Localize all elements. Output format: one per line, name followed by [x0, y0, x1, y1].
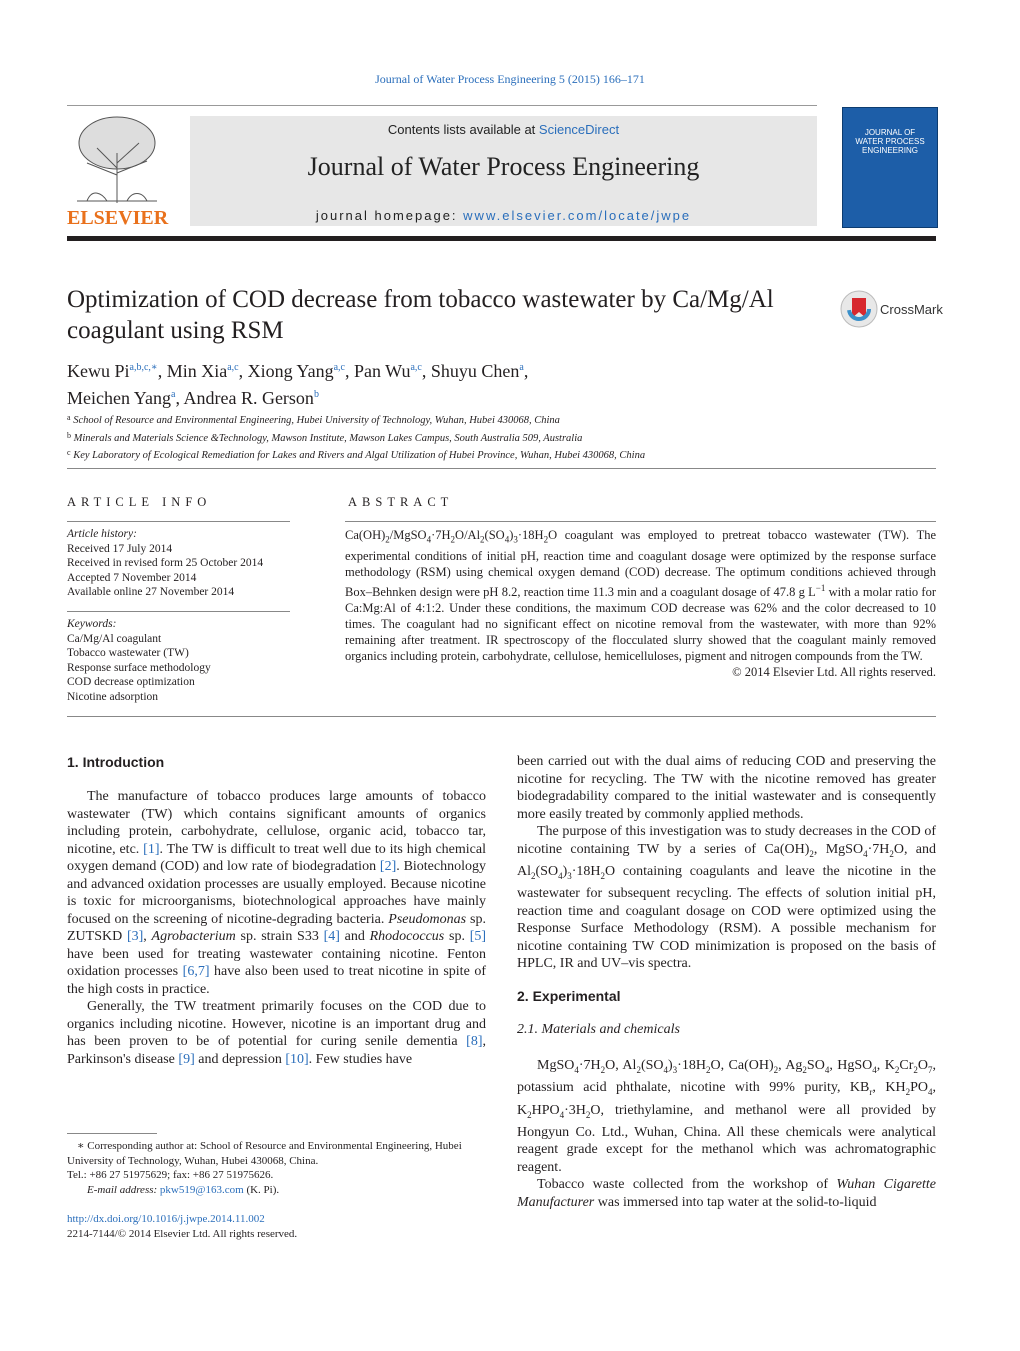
divider	[67, 468, 936, 469]
journal-citation[interactable]: Journal of Water Process Engineering 5 (2015) 166–171	[375, 72, 645, 86]
author[interactable]: Min Xia	[166, 361, 228, 381]
right-column	[517, 753, 936, 973]
reference-link[interactable]: [3]	[126, 929, 144, 944]
author[interactable]: Pan Wu	[354, 361, 411, 381]
reference-link[interactable]: [4]	[323, 929, 340, 944]
journal-cover-thumbnail[interactable]	[842, 107, 938, 228]
keyword: Nicotine adsorption	[67, 690, 159, 703]
reference-link[interactable]: [10]	[285, 1051, 309, 1067]
article-history	[67, 527, 290, 600]
author-affiliation-marks[interactable]: a,b,c,∗	[129, 362, 158, 373]
crossmark-badge[interactable]	[840, 290, 943, 330]
abstract-body: $Ca(OH)_2/MgSO_4\cdot 7H_2O/Al_2(SO_4)_3\cdot 18H_2O$ coagulant was employed to pretreat tobacco wastewater (TW). The experimental conditions of initial pH, reaction time and coagulant dosage were optimized by the response surface methodology (RSM) using chemical oxygen demand (COD) decrease. The optimum conditions achieved through Box–Behnken design were pH 8.2, reaction time 11.3 min and a coagulant dosage of 47.8 g $L^{-1}$ with a molar ratio for Ca:Mg:Al of 4:1:2. Under these conditions, the maximum COD decrease was 62% and the color decreased to 10 times. The coagulant had no significant effect on nicotine removal from the wastewater, with more than 92% remaining after treatment. IR spectroscopy of the flocculated slurry showed that the coagulant mainly removed organics including protein, carbohydrate, cellulose, hemicelluloses, pigment and nitrogen compounds from the TW. © 2014 Elsevier Ltd. All rights reserved.	[345, 528, 936, 679]
divider	[67, 521, 290, 522]
keyword: Ca/Mg/Al coagulant	[67, 632, 162, 645]
keywords-label: Keywords:	[67, 618, 117, 630]
journal-homepage	[190, 208, 817, 223]
abstract-text: with a molar ratio for Ca:Mg:Al of 4:1:2. Under these conditions, the maximum COD decrease was 62% and the color decreased to 10 times. The coagulant had no significant effect on nicotine removal from the wastewater, with more than 92% remaining after treatment. IR spectroscopy of the flocculated slurry showed that the coagulant mainly removed organics including protein, carbohydrate, cellulose, hemicelluloses, pigment and nitrogen compounds from the TW.	[345, 584, 936, 663]
article-title: Optimization of COD decrease from tobacco wastewater by Ca/Mg/Al coagulant using RSM	[67, 286, 774, 344]
subsection-heading-materials: 2.1. Materials and chemicals	[517, 1022, 680, 1037]
affiliation	[67, 446, 936, 464]
affiliations	[67, 411, 936, 464]
paragraph: $MgSO_4\cdot 7H_2O$, $Al_2(SO_4)_3\cdot 18H_2O$, $Ca(OH)_2$, $Ag_2SO_4$, HgSO$_4$, $K_2Cr_2O_7$, potassium acid phthalate, nicotine with 99% purity, $KB_r$, $KH_2PO_4$, $K_2HPO_4\cdot 3H_2O$, triethylamine, and methanol were all provided by Hongyun Co. Ltd., Wuhan, China. All these chemicals were analytical reagent grade except for the methanol which was achromatographic reagent.	[517, 1058, 936, 1175]
section-heading-introduction: 1. Introduction	[67, 754, 165, 770]
keyword: Tobacco wastewater (TW)	[67, 647, 189, 659]
tree-icon	[67, 113, 167, 205]
header-thick-rule	[67, 236, 936, 241]
cover-title	[843, 128, 937, 155]
affiliation	[67, 429, 936, 447]
author[interactable]: Meichen Yang	[67, 388, 171, 408]
affiliation-text: Key Laboratory of Ecological Remediation for Lakes and Rivers and Algal Utilization of Hubei Province, Wuhan, Hubei 430068, China	[73, 450, 646, 461]
author[interactable]: Andrea R. Gerson	[183, 388, 314, 408]
history-item: Available online 27 November 2014	[67, 586, 235, 598]
coagulant-formula: $Ca(OH)_2/MgSO_4\cdot 7H_2O/Al_2(SO_4)_3\cdot 18H_2O$	[345, 528, 558, 545]
cover-line: ENGINEERING	[861, 146, 918, 155]
affiliation	[67, 411, 936, 429]
history-item: Accepted 7 November 2014	[67, 571, 197, 584]
keywords	[67, 617, 290, 704]
paragraph: Generally, the TW treatment primarily focuses on the COD due to organics including nicotine. However, nicotine is an important drug and has been proven to be of potential for curing senile dementia [8], Parkinson's disease [9] and depression [10]. Few studies have	[67, 999, 486, 1067]
author[interactable]: Xiong Yang	[247, 361, 334, 381]
divider	[345, 521, 936, 522]
abstract-heading: ABSTRACT	[348, 495, 454, 509]
crossmark-label: CrossMark	[880, 302, 943, 317]
author-affiliation-marks[interactable]: a,c	[333, 362, 345, 373]
author-affiliation-marks[interactable]: a	[519, 362, 524, 373]
contents-line	[190, 122, 817, 137]
keyword: Response surface methodology	[67, 661, 211, 674]
reference-link[interactable]: [6,7]	[182, 964, 210, 979]
reference-link[interactable]: [2]	[379, 859, 397, 874]
paragraph: The manufacture of tobacco produces large amounts of tobacco wastewater (TW) which contains significant amounts of organics including protein, carbohydrate, cellulose, organic acid, tobacco tar, nicotine, etc. [1]. The TW is difficult to treat well due to its high chemical oxygen demand (COD) and low rate of biodegradation [2]. Biotechnology and advanced oxidation processes are usually employed. Because nicotine is toxic for microorganisms, biotechnological approaches have mainly focused on the screening of nicotine-degrading bacteria. Pseudomonas sp. ZUTSKD [3], Agrobacterium sp. strain S33 [4] and Rhodococcus sp. [5] have been used for treating wastewater containing nicotine. Fenton oxidation processes [6,7] have also been used to treat nicotine in spite of the high costs in practice.	[67, 789, 487, 997]
article-info-heading: ARTICLE INFO	[67, 495, 212, 509]
sciencedirect-link[interactable]: ScienceDirect	[538, 122, 620, 137]
section-heading-experimental: 2. Experimental	[517, 988, 621, 1004]
homepage-link[interactable]: www.elsevier.com/locate/jwpe	[463, 208, 692, 223]
affiliation-mark: a	[67, 413, 71, 422]
cover-line: JOURNAL OF	[864, 128, 916, 137]
affiliation-mark: b	[67, 430, 71, 440]
email-line: E-mail address: pkw519@163.com (K. Pi).	[87, 1183, 280, 1196]
materials-text	[517, 1057, 936, 1211]
paragraph: The purpose of this investigation was to study decreases in the COD of nicotine containing TW by a series of $Ca(OH)_2$, $MgSO_4\cdot 7H_2O$, and $Al_2(SO_4)_3\cdot 18H_2O$ containing coagulants and leave the nicotine in the wastewater for subsequent recycling. The effects of solution initial pH, reaction time and coagulant dosage on COD were optimized using the Response Surface Methodology (RSM). A possible mechanism for nicotine containing TW COD minimization is proposed on the basis of HPLC, IR and UV–vis spectra.	[517, 824, 936, 972]
divider	[67, 716, 936, 717]
affiliation-mark: c	[67, 448, 71, 457]
history-item: Received 17 July 2014	[67, 542, 173, 555]
author-affiliation-marks[interactable]: a,c	[410, 362, 422, 373]
footnote-rule	[67, 1133, 157, 1134]
journal-header	[190, 116, 817, 226]
keyword: COD decrease optimization	[67, 676, 195, 688]
affiliation-text: School of Resource and Environmental Engineering, Hubei University of Technology, Wuhan, Hubei 430068, China	[73, 415, 560, 426]
divider	[67, 611, 290, 612]
author[interactable]: Shuyu Chen	[430, 361, 520, 381]
email-link[interactable]: pkw519@163.com	[159, 1183, 244, 1196]
elsevier-wordmark: ELSEVIER	[67, 207, 169, 229]
contents-prefix: Contents lists available at	[387, 122, 539, 137]
paragraph: Tobacco waste collected from the workshop of Wuhan Cigarette Manufacturer was immersed into tap water at the solid-to-liquid	[517, 1177, 936, 1210]
doi-block	[67, 1212, 486, 1241]
author[interactable]: Kewu Pi	[67, 361, 130, 381]
crossmark-icon	[840, 290, 878, 328]
left-column	[67, 788, 486, 1068]
author-affiliation-marks[interactable]: a,c	[227, 362, 239, 373]
reference-link[interactable]: [5]	[469, 929, 487, 944]
header-top-rule	[67, 105, 817, 106]
history-item: Received in revised form 25 October 2014	[67, 557, 264, 569]
doi-link[interactable]: http://dx.doi.org/10.1016/j.jwpe.2014.11.002	[67, 1213, 265, 1225]
homepage-prefix: journal homepage:	[315, 208, 464, 223]
cover-line: WATER PROCESS	[855, 137, 925, 146]
author-affiliation-marks[interactable]: b	[313, 389, 319, 400]
corresponding-author-note: ∗ Corresponding author at: School of Resource and Environmental Engineering, Hubei University of Technology, Wuhan, Hubei 430068, China.	[67, 1140, 462, 1167]
journal-title: Journal of Water Process Engineering	[307, 152, 700, 181]
abstract-copyright: © 2014 Elsevier Ltd. All rights reserved.	[732, 664, 936, 679]
author-list: Kewu $Pi^{a,b,c,∗}$, Min Xia$^{a,c}$, Xiong Yang$^{a,c}$, Pan Wu$^{a,c}$, Shuyu Chen$^a$, Meichen Yang$^a$, Andrea R. Gerson$^b$	[67, 361, 529, 408]
abstract-text: coagulant was employed to pretreat tobacco wastewater (TW). The experimental conditions of initial pH, reaction time and coagulant dosage were optimized by the response surface methodology (RSM) using chemical oxygen demand (COD) decrease. The optimum conditions achieved through Box–Behnken design were pH 8.2, reaction time 11.3 min and a coagulant dosage of 47.8 g L	[345, 528, 936, 599]
reference-link[interactable]: [1]	[143, 841, 160, 857]
footnotes	[67, 1139, 486, 1197]
reference-link[interactable]: [8]	[466, 1034, 483, 1049]
history-label: Article history:	[67, 528, 137, 540]
reference-link[interactable]: [9]	[178, 1051, 195, 1067]
issn-line: 2214-7144/© 2014 Elsevier Ltd. All rights reserved.	[67, 1227, 298, 1240]
paragraph: been carried out with the dual aims of reducing COD and preserving the nicotine for recycling. The TW with the nicotine removed has greater biodegradability compared to the initial wastewater and is consequently more easily treated by commonly applied methods.	[517, 754, 936, 822]
elsevier-logo[interactable]	[67, 113, 167, 227]
author-affiliation-marks[interactable]: a	[171, 389, 176, 400]
affiliation-text: Minerals and Materials Science &Technology, Mawson Institute, Mawson Lakes Campus, South Australia 509, Australia	[73, 432, 583, 444]
phone-fax: Tel.: +86 27 51975629; fax: +86 27 51975626.	[67, 1169, 274, 1181]
